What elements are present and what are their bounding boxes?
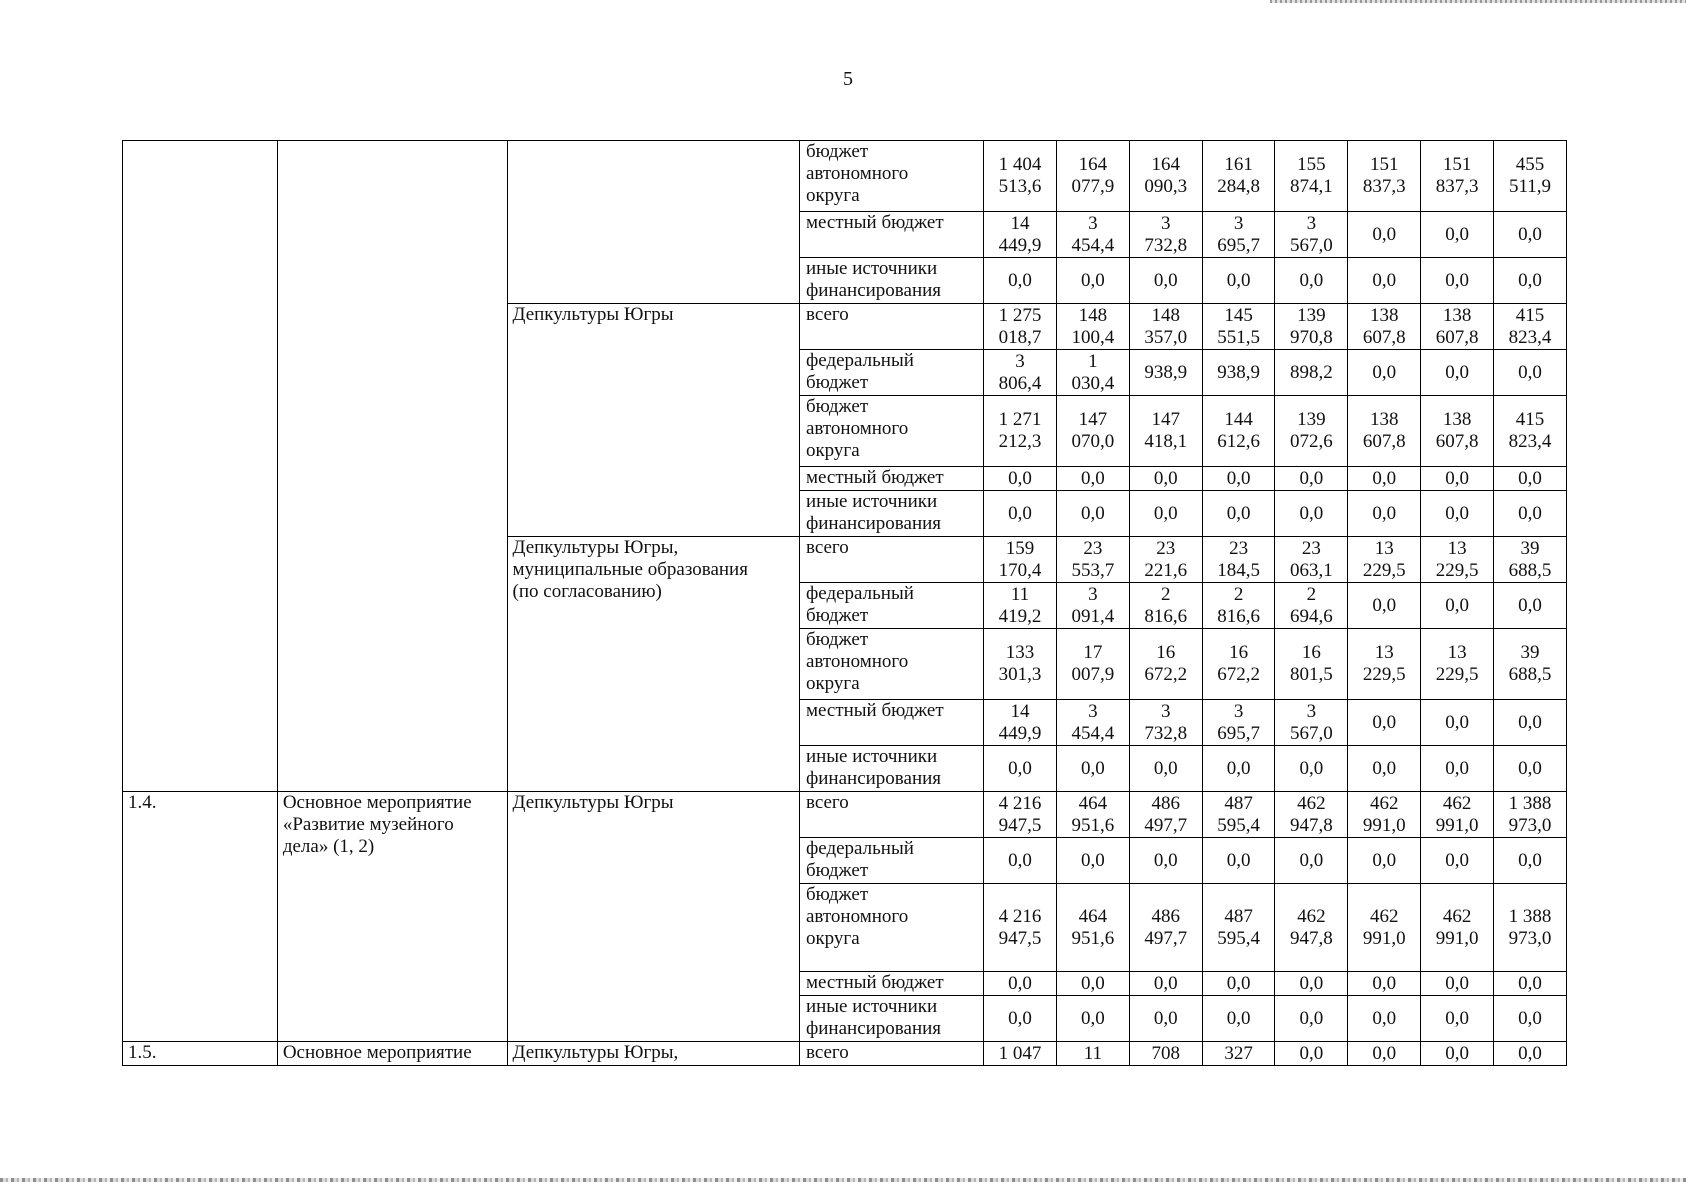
value-cell: 938,9 — [1202, 350, 1275, 396]
value-cell: 1 388 973,0 — [1494, 884, 1567, 972]
funding-source: бюджет автономного округа — [799, 141, 983, 212]
value-cell: 3 732,8 — [1129, 700, 1202, 746]
value-cell: 0,0 — [1421, 491, 1494, 537]
funding-source: всего — [799, 792, 983, 838]
value-cell: 4 216 947,5 — [984, 884, 1057, 972]
value-cell: 3 091,4 — [1056, 583, 1129, 629]
value-cell: 13 229,5 — [1348, 537, 1421, 583]
value-cell: 151 837,3 — [1348, 141, 1421, 212]
cell-activity — [277, 141, 507, 792]
funding-source: бюджет автономного округа — [799, 396, 983, 467]
cell-number — [123, 141, 278, 792]
value-cell: 0,0 — [984, 746, 1057, 792]
value-cell: 138 607,8 — [1348, 396, 1421, 467]
value-cell: 0,0 — [1056, 838, 1129, 884]
executor-name: Депкультуры Югры — [507, 792, 799, 1042]
value-cell: 462 947,8 — [1275, 792, 1348, 838]
value-cell: 155 874,1 — [1275, 141, 1348, 212]
value-cell: 487 595,4 — [1202, 884, 1275, 972]
value-cell: 148 357,0 — [1129, 304, 1202, 350]
value-cell: 4 216 947,5 — [984, 792, 1057, 838]
value-cell: 0,0 — [1348, 996, 1421, 1042]
value-cell: 0,0 — [1421, 583, 1494, 629]
value-cell: 0,0 — [1348, 746, 1421, 792]
value-cell: 13 229,5 — [1421, 537, 1494, 583]
value-cell: 0,0 — [984, 972, 1057, 996]
value-cell: 39 688,5 — [1494, 537, 1567, 583]
value-cell: 148 100,4 — [1056, 304, 1129, 350]
value-cell: 0,0 — [1275, 838, 1348, 884]
funding-source: бюджет автономного округа — [799, 629, 983, 700]
value-cell: 0,0 — [1275, 996, 1348, 1042]
value-cell: 0,0 — [984, 838, 1057, 884]
value-cell: 0,0 — [1275, 491, 1348, 537]
value-cell: 164 077,9 — [1056, 141, 1129, 212]
value-cell: 1 388 973,0 — [1494, 792, 1567, 838]
funding-source: федеральный бюджет — [799, 583, 983, 629]
value-cell: 0,0 — [1421, 258, 1494, 304]
value-cell: 0,0 — [984, 467, 1057, 491]
funding-source: всего — [799, 1042, 983, 1066]
value-cell: 138 607,8 — [1348, 304, 1421, 350]
value-cell: 0,0 — [1494, 700, 1567, 746]
value-cell: 462 991,0 — [1348, 884, 1421, 972]
value-cell: 0,0 — [1421, 1042, 1494, 1066]
value-cell: 0,0 — [1056, 972, 1129, 996]
value-cell: 0,0 — [1202, 838, 1275, 884]
value-cell: 0,0 — [984, 258, 1057, 304]
value-cell: 39 688,5 — [1494, 629, 1567, 700]
value-cell: 0,0 — [1494, 350, 1567, 396]
value-cell: 0,0 — [1056, 491, 1129, 537]
value-cell: 0,0 — [1129, 838, 1202, 884]
value-cell: 0,0 — [1056, 746, 1129, 792]
value-cell: 0,0 — [984, 491, 1057, 537]
value-cell: 0,0 — [1056, 467, 1129, 491]
funding-table — [122, 140, 1567, 1066]
value-cell: 3 567,0 — [1275, 700, 1348, 746]
value-cell: 3 806,4 — [984, 350, 1057, 396]
value-cell: 0,0 — [1056, 258, 1129, 304]
value-cell: 462 991,0 — [1421, 884, 1494, 972]
value-cell: 14 449,9 — [984, 700, 1057, 746]
funding-source: иные источники финансирования — [799, 996, 983, 1042]
value-cell: 1 047 — [984, 1042, 1057, 1066]
value-cell: 0,0 — [1348, 1042, 1421, 1066]
value-cell: 0,0 — [984, 996, 1057, 1042]
value-cell: 0,0 — [1494, 746, 1567, 792]
value-cell: 1 271 212,3 — [984, 396, 1057, 467]
activity-name: Основное мероприятие «Развитие музейного дела» (1, 2) — [277, 792, 507, 1042]
value-cell: 415 823,4 — [1494, 304, 1567, 350]
value-cell: 0,0 — [1202, 491, 1275, 537]
executor-name: Депкультуры Югры, муниципальные образования (по согласованию) — [507, 537, 799, 792]
value-cell: 145 551,5 — [1202, 304, 1275, 350]
value-cell: 0,0 — [1275, 467, 1348, 491]
scan-edge-bottom — [0, 1178, 1686, 1182]
value-cell: 0,0 — [1494, 1042, 1567, 1066]
value-cell: 138 607,8 — [1421, 396, 1494, 467]
value-cell: 0,0 — [1421, 467, 1494, 491]
value-cell: 14 449,9 — [984, 212, 1057, 258]
value-cell: 144 612,6 — [1202, 396, 1275, 467]
executor-name: Депкультуры Югры, — [507, 1042, 799, 1066]
value-cell: 0,0 — [1421, 212, 1494, 258]
value-cell: 16 672,2 — [1202, 629, 1275, 700]
value-cell: 462 991,0 — [1421, 792, 1494, 838]
value-cell: 486 497,7 — [1129, 884, 1202, 972]
value-cell: 0,0 — [1348, 212, 1421, 258]
value-cell: 23 221,6 — [1129, 537, 1202, 583]
value-cell: 0,0 — [1494, 972, 1567, 996]
value-cell: 938,9 — [1129, 350, 1202, 396]
scan-edge-top — [1270, 0, 1686, 3]
value-cell: 0,0 — [1202, 746, 1275, 792]
value-cell: 3 454,4 — [1056, 212, 1129, 258]
value-cell: 0,0 — [1348, 700, 1421, 746]
value-cell: 2 694,6 — [1275, 583, 1348, 629]
value-cell: 0,0 — [1129, 972, 1202, 996]
value-cell: 0,0 — [1348, 838, 1421, 884]
value-cell: 13 229,5 — [1421, 629, 1494, 700]
value-cell: 3 695,7 — [1202, 700, 1275, 746]
funding-source: иные источники финансирования — [799, 491, 983, 537]
value-cell: 0,0 — [1348, 467, 1421, 491]
value-cell: 2 816,6 — [1129, 583, 1202, 629]
value-cell: 415 823,4 — [1494, 396, 1567, 467]
value-cell: 0,0 — [1494, 996, 1567, 1042]
value-cell: 1 030,4 — [1056, 350, 1129, 396]
funding-source: местный бюджет — [799, 700, 983, 746]
item-number: 1.5. — [123, 1042, 278, 1066]
value-cell: 3 695,7 — [1202, 212, 1275, 258]
value-cell: 0,0 — [1494, 258, 1567, 304]
value-cell: 486 497,7 — [1129, 792, 1202, 838]
value-cell: 0,0 — [1202, 996, 1275, 1042]
value-cell: 159 170,4 — [984, 537, 1057, 583]
funding-source: федеральный бюджет — [799, 838, 983, 884]
value-cell: 708 — [1129, 1042, 1202, 1066]
value-cell: 0,0 — [1348, 258, 1421, 304]
funding-source: иные источники финансирования — [799, 258, 983, 304]
item-number: 1.4. — [123, 792, 278, 1042]
value-cell: 0,0 — [1494, 838, 1567, 884]
value-cell: 11 — [1056, 1042, 1129, 1066]
table-row — [123, 792, 1567, 838]
value-cell: 464 951,6 — [1056, 884, 1129, 972]
value-cell: 23 184,5 — [1202, 537, 1275, 583]
value-cell: 139 970,8 — [1275, 304, 1348, 350]
value-cell: 16 801,5 — [1275, 629, 1348, 700]
funding-source: местный бюджет — [799, 972, 983, 996]
value-cell: 13 229,5 — [1348, 629, 1421, 700]
value-cell: 138 607,8 — [1421, 304, 1494, 350]
value-cell: 0,0 — [1275, 1042, 1348, 1066]
value-cell: 133 301,3 — [984, 629, 1057, 700]
value-cell: 0,0 — [1494, 467, 1567, 491]
value-cell: 139 072,6 — [1275, 396, 1348, 467]
value-cell: 0,0 — [1494, 583, 1567, 629]
value-cell: 17 007,9 — [1056, 629, 1129, 700]
funding-source: федеральный бюджет — [799, 350, 983, 396]
value-cell: 0,0 — [1202, 972, 1275, 996]
value-cell: 147 070,0 — [1056, 396, 1129, 467]
value-cell: 164 090,3 — [1129, 141, 1202, 212]
value-cell: 462 947,8 — [1275, 884, 1348, 972]
funding-source: всего — [799, 304, 983, 350]
value-cell: 1 404 513,6 — [984, 141, 1057, 212]
value-cell: 0,0 — [1275, 972, 1348, 996]
value-cell: 16 672,2 — [1129, 629, 1202, 700]
value-cell: 0,0 — [1275, 746, 1348, 792]
value-cell: 3 567,0 — [1275, 212, 1348, 258]
value-cell: 147 418,1 — [1129, 396, 1202, 467]
value-cell: 0,0 — [1348, 350, 1421, 396]
value-cell: 0,0 — [1202, 258, 1275, 304]
value-cell: 23 553,7 — [1056, 537, 1129, 583]
value-cell: 0,0 — [1494, 491, 1567, 537]
value-cell: 0,0 — [1421, 838, 1494, 884]
value-cell: 0,0 — [1202, 467, 1275, 491]
value-cell: 3 732,8 — [1129, 212, 1202, 258]
value-cell: 898,2 — [1275, 350, 1348, 396]
value-cell: 462 991,0 — [1348, 792, 1421, 838]
value-cell: 0,0 — [1421, 746, 1494, 792]
value-cell: 0,0 — [1129, 467, 1202, 491]
table-row — [123, 1042, 1567, 1066]
value-cell: 0,0 — [1129, 996, 1202, 1042]
value-cell: 0,0 — [1275, 258, 1348, 304]
funding-source: местный бюджет — [799, 467, 983, 491]
value-cell: 464 951,6 — [1056, 792, 1129, 838]
value-cell: 487 595,4 — [1202, 792, 1275, 838]
value-cell: 0,0 — [1421, 996, 1494, 1042]
activity-name: Основное мероприятие — [277, 1042, 507, 1066]
value-cell: 0,0 — [1129, 491, 1202, 537]
value-cell: 0,0 — [1129, 258, 1202, 304]
value-cell: 0,0 — [1348, 583, 1421, 629]
value-cell: 0,0 — [1421, 700, 1494, 746]
value-cell: 0,0 — [1348, 972, 1421, 996]
value-cell: 1 275 018,7 — [984, 304, 1057, 350]
value-cell: 11 419,2 — [984, 583, 1057, 629]
value-cell: 455 511,9 — [1494, 141, 1567, 212]
executor-name: Депкультуры Югры — [507, 304, 799, 537]
value-cell: 0,0 — [1129, 746, 1202, 792]
funding-source: бюджет автономного округа — [799, 884, 983, 972]
funding-source: иные источники финансирования — [799, 746, 983, 792]
value-cell: 161 284,8 — [1202, 141, 1275, 212]
value-cell: 0,0 — [1348, 491, 1421, 537]
value-cell: 0,0 — [1421, 350, 1494, 396]
value-cell: 2 816,6 — [1202, 583, 1275, 629]
cell-executor — [507, 141, 799, 304]
value-cell: 0,0 — [1421, 972, 1494, 996]
value-cell: 0,0 — [1056, 996, 1129, 1042]
value-cell: 327 — [1202, 1042, 1275, 1066]
value-cell: 23 063,1 — [1275, 537, 1348, 583]
table-row — [123, 141, 1567, 212]
value-cell: 3 454,4 — [1056, 700, 1129, 746]
page-number: 5 — [843, 68, 853, 90]
value-cell: 0,0 — [1494, 212, 1567, 258]
funding-source: местный бюджет — [799, 212, 983, 258]
value-cell: 151 837,3 — [1421, 141, 1494, 212]
funding-source: всего — [799, 537, 983, 583]
